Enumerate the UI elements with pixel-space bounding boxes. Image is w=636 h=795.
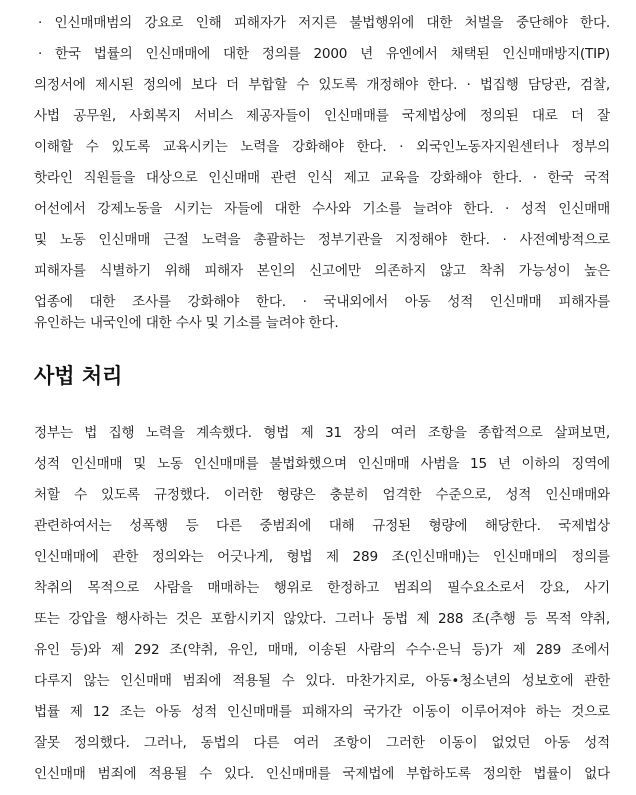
text-line: 핫라인 직원들을 대상으로 인신매매 관련 인식 제고 교육을 강화해야 한다. · 한국 국적 [34,170,610,186]
text-line: 유인 등)와 제 292 조(약취, 유인, 매매, 이송된 사람의 수수·은닉 등)가 제 289 조에서 [34,642,610,658]
text-line: 유인하는 내국인에 대한 수사 및 기소를 늘려야 한다. [34,315,339,331]
section-heading: 사법 처리 [34,364,123,388]
text-line: 또는 강압을 행사하는 것은 포함시키지 않았다. 그러나 동법 제 288 조(추행 등 목적 약취, [34,611,610,627]
text-line: 잘못 정의했다. 그러나, 동법의 다른 여러 조항이 그러한 이동이 없었던 아동 성적 [34,735,610,751]
text-line: 피해자를 식별하기 위해 피해자 본인의 신고에만 의존하지 않고 착취 가능성이 높은 [34,263,610,279]
text-line: 업종에 대한 조사를 강화해야 한다. · 국내외에서 아동 성적 인신매매 피해자를 [34,294,610,310]
text-line: 정부는 법 집행 노력을 계속했다. 형법 제 31 장의 여러 조항을 종합적으로 살펴보면, [34,425,610,441]
text-line: 성적 인신매매 및 노동 인신매매를 불법화했으며 인신매매 사범을 15 년 이하의 징역에 [34,456,610,472]
text-line: 의정서에 제시된 정의에 보다 더 부합할 수 있도록 개정해야 한다. · 법집행 담당관, 검찰, [34,77,610,93]
text-line: 및 노동 인신매매 근절 노력을 총괄하는 정부기관을 지정해야 한다. · 사전예방적으로 [34,232,610,248]
text-line: 인신매매 범죄에 적용될 수 있다. 인신매매를 국제법에 부합하도록 정의한 법률이 없다 [34,766,610,782]
text-line: 어선에서 강제노동을 시키는 자들에 대한 수사와 기소를 늘려야 한다. · 성적 인신매매 [34,201,610,217]
text-line: 인신매매에 관한 정의와는 어긋나게, 형법 제 289 조(인신매매)는 인신매매의 정의를 [34,549,610,565]
text-line: 이해할 수 있도록 교육시키는 노력을 강화해야 한다. · 외국인노동자지원센터나 정부의 [34,139,610,155]
text-line: · 한국 법률의 인신매매에 대한 정의를 2000 년 유엔에서 채택된 인신매매방지(TIP) [38,46,610,62]
text-line: 관련하여서는 성폭행 등 다른 중범죄에 대해 규정된 형량에 해당한다. 국제법상 [34,518,610,534]
text-line: · 인신매매범의 강요로 인해 피해자가 저지른 불법행위에 대한 처벌을 중단해야 한다. [38,15,610,31]
text-line: 법률 제 12 조는 아동 성적 인신매매를 피해자의 국가간 이동이 이루어져야 하는 것으로 [34,704,610,720]
text-line: 착취의 목적으로 사람을 매매하는 행위로 한정하고 범죄의 필수요소로서 강요, 사기 [34,580,610,596]
text-line: 사법 공무원, 사회복지 서비스 제공자들이 인신매매를 국제법상에 정의된 대로 더 잘 [34,108,610,124]
text-line: 다루지 않는 인신매매 범죄에 적용될 수 있다. 마찬가지로, 아동•청소년의 성보호에 관한 [34,673,610,689]
text-line: 처할 수 있도록 규정했다. 이러한 형량은 충분히 엄격한 수준으로, 성적 인신매매와 [34,487,610,503]
